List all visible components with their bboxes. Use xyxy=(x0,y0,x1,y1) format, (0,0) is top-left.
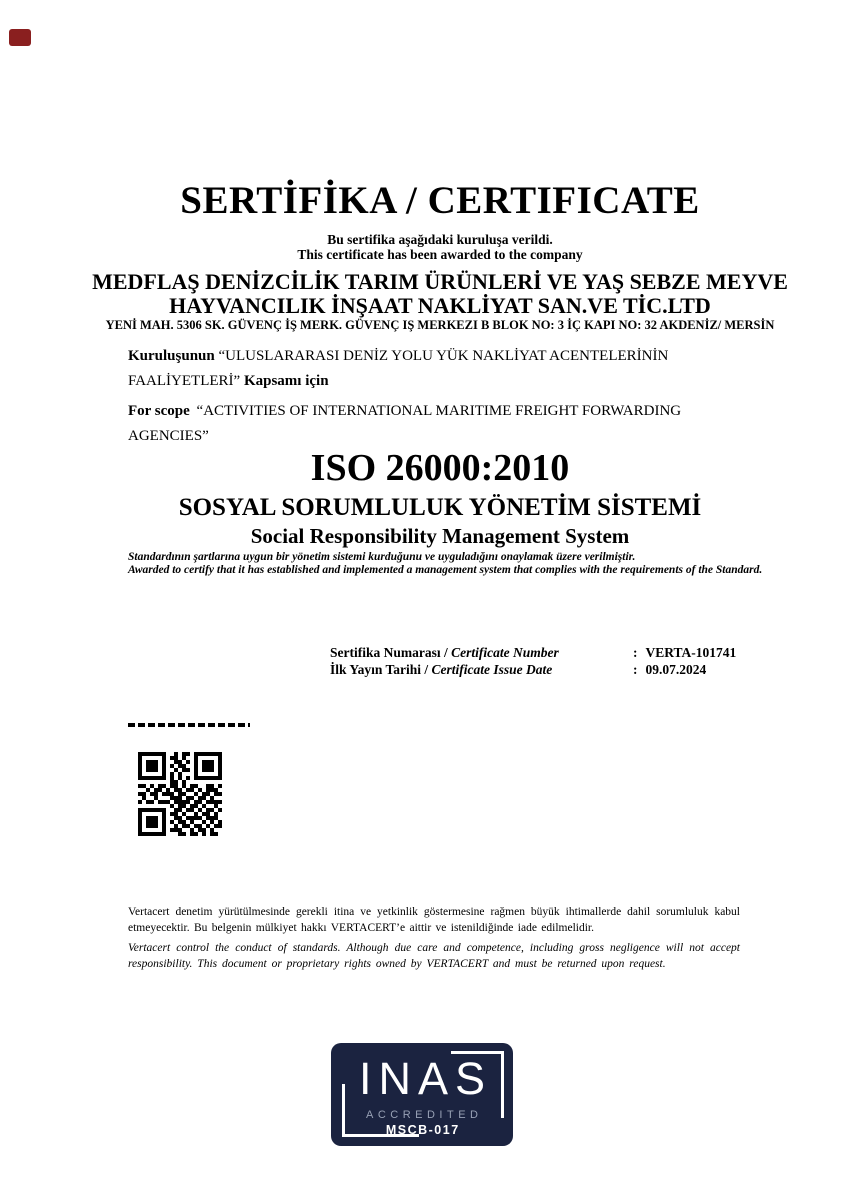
certificate-number-row xyxy=(330,645,736,662)
qr-code xyxy=(138,752,222,836)
certificate-details xyxy=(330,645,736,678)
scope-quote-en: “ACTIVITIES OF INTERNATIONAL MARITIME FREIGHT FORWARDING AGENCIES” xyxy=(128,403,682,444)
dashed-line xyxy=(128,723,250,727)
company-name-line2: HAYVANCILIK İNŞAAT NAKLİYAT SAN.VE TİC.LTD xyxy=(169,293,711,318)
page-title: SERTİFİKA / CERTIFICATE xyxy=(180,179,700,222)
standard-name-turkish: SOSYAL SORUMLULUK YÖNETİM SİSTEMİ xyxy=(178,494,702,521)
award-note-turkish: Standardının şartlarına uygun bir yönetim sistemi kurduğunu ve uyguladığını onaylamak üzere verilmiştir. xyxy=(128,551,636,563)
inas-accredited-label: ACCREDITED xyxy=(365,1109,483,1121)
inas-logo-name: INAS xyxy=(358,1053,493,1104)
certificate-number-label-en: Certificate Number xyxy=(451,645,559,660)
scope-paragraph-turkish xyxy=(128,344,740,394)
issue-date-label xyxy=(330,662,633,679)
certificate-number-label xyxy=(330,645,633,662)
scope-prefix-en: For scope xyxy=(128,403,190,419)
red-corner-badge xyxy=(9,29,31,46)
issue-date: 09.07.2024 xyxy=(645,661,707,677)
certificate-number: VERTA-101741 xyxy=(645,645,737,660)
separator-colon: : xyxy=(633,645,638,660)
scope-suffix-tr: Kapsamı için xyxy=(243,372,329,389)
standard-code: ISO 26000:2010 xyxy=(310,447,570,489)
certificate-number-value xyxy=(633,645,736,662)
award-note-english: Awarded to certify that it has established and implemented a management system that complies with the requirements of the Standard. xyxy=(128,564,763,576)
issue-date-label-en: Certificate Issue Date xyxy=(431,661,553,677)
scope-paragraph-english xyxy=(128,399,750,449)
inas-accreditation-code: MSCB-017 xyxy=(385,1123,460,1137)
subtitle-english: This certificate has been awarded to the company xyxy=(297,247,583,262)
disclaimer-english: Vertacert control the conduct of standards. Although due care and competence, including gross negligence will not accept responsibility. This document or proprietary rights owned by VERTACERT and must be returned upon request. xyxy=(128,942,740,971)
inas-accreditation-logo xyxy=(331,1043,513,1146)
certificate-number-label-tr: Sertifika Numarası / xyxy=(330,645,452,660)
subtitle-turkish: Bu sertifika aşağıdaki kuruluşa verildi. xyxy=(327,232,553,247)
issue-date-value xyxy=(633,662,706,679)
company-address: YENİ MAH. 5306 SK. GÜVENÇ İŞ MERK. GÜVENÇ IŞ MERKEZI B BLOK NO: 3 İÇ KAPI NO: 32 AKDENİZ/ MERSİN xyxy=(105,318,775,332)
scope-prefix-tr: Kuruluşunun xyxy=(128,348,215,364)
separator-colon: : xyxy=(633,661,638,677)
standard-name-english: Social Responsibility Management System xyxy=(250,524,630,548)
company-name-line1: MEDFLAŞ DENİZCİLİK TARIM ÜRÜNLERİ VE YAŞ SEBZE MEYVE xyxy=(92,269,788,294)
issue-date-label-tr: İlk Yayın Tarihi / xyxy=(330,661,432,677)
disclaimer-turkish: Vertacert denetim yürütülmesinde gerekli itina ve yetkinlik göstermesine rağmen büyük ihtimallerde dahil sorumluluk kabul etmeyecektir. Bu belgenin mülkiyet hakkı VERTACERT’e aittir ve istenildiğinde iade edilmelidir. xyxy=(128,906,740,935)
scope-quote-tr: “ULUSLARARASI DENİZ YOLU YÜK NAKLİYAT ACENTELERİNİN FAALİYETLERİ” xyxy=(128,348,669,389)
issue-date-row xyxy=(330,662,736,679)
